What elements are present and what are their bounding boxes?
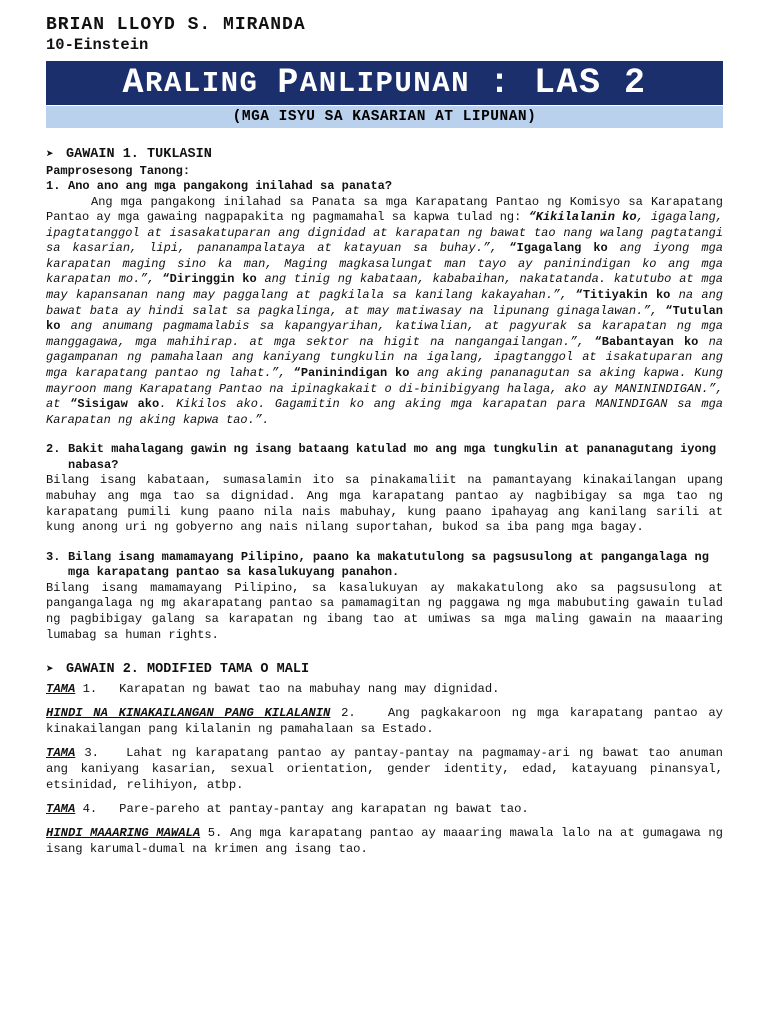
question-3-number: 3.	[46, 549, 61, 564]
tama-mali-statement: Pare-pareho at pantay-pantay ang karapatan ng bawat tao.	[97, 802, 529, 817]
arrow-bullet-icon: ➤	[46, 662, 54, 678]
title-initial-a: A	[122, 63, 146, 103]
answer-1-text: , igagalang, ipagtatanggol at isasakatuparan ang dignidad at karapatan ng bawat tao nang walang pagtatangi sa kasarian, lipi, pananampalataya at katayuan sa buhay.”,	[46, 210, 723, 256]
answer-1-text: ang iyong mga karapatan maging sino ka man, Maging magkasalungat man tayo ay paninindigan ko ang mga karapatan mo.”,	[46, 241, 723, 287]
tama-mali-item-4	[46, 801, 723, 817]
tama-mali-number: 4.	[75, 802, 98, 817]
answer-2: Bilang isang kabataan, sumasalamin ito sa pinakamaliit na pamantayang kinakailangan upang mabuhay ang mga tao sa dignidad. Ang mga karapatang pantao ay nagbibigay sa mga tao ng karapatang pumili kung paano nila nais mabuhay, kung paano ipahayag ang kanilang sarili at kung anong uri ng gobyerno ang nais nilang suportahan, bukod sa iba pang mga bagay.	[46, 473, 723, 535]
tama-mali-statement: Ang mga karapatang pantao ay maaaring mawala lalo na at gumagawa ng isang karumal-dumal na krimen ang isang tao.	[46, 826, 731, 857]
answer-3: Bilang isang mamamayang Pilipino, sa kasalukuyan ay makakatulong ako sa pagsusulong at pangangalaga ng mg akarapatang pantao sa pamamagitan ng paggawa ng mga mabubuting gawain tulad ng pagbibigay galang sa karapatan ng ibang tao at umiwas sa mga maling gawain na maaaring lumabag sa human rights.	[46, 580, 723, 642]
arrow-bullet-icon: ➤	[46, 147, 54, 162]
tama-mali-number: 2.	[330, 706, 356, 721]
title-word-raling: RALING	[145, 66, 259, 100]
tama-mali-statement: Karapatan ng bawat tao na mabuhay nang may dignidad.	[97, 682, 500, 697]
title-suffix: : LAS 2	[488, 63, 647, 103]
tama-mali-number: 1.	[75, 682, 98, 697]
tama-mali-answer: TAMA	[46, 746, 76, 761]
question-1-text: Ano ano ang mga pangakong inilahad sa panata?	[68, 179, 393, 193]
answer-1-text: ang anumang pagmamalabis sa kapangyarihan, katiwalian, at pagyurak sa karapatan ng mga manggagawa, mga mahihirap. at mga sektor na higit na nangangailangan.”,	[46, 319, 723, 349]
title-word-anlipunan: ANLIPUNAN	[299, 66, 471, 100]
question-1	[46, 179, 723, 195]
answer-1-text: na ang bawat bata ay hindi salat sa pagkalinga, at may matiwasay na lipunang ginagalawan.”,	[46, 288, 723, 318]
tama-mali-number: 3.	[75, 746, 99, 761]
pledge-babantayan: “Babantayan ko	[594, 334, 699, 349]
gawain1-heading	[46, 146, 723, 164]
student-section: 10-Einstein	[46, 36, 149, 54]
answer-1-text: ang aking pananagutan sa aking kapwa. Kung mayroon mang Karapatang Pantao na ipinagkakait o di-binibigyang halaga, ako ay MANININDIGAN.”, at	[46, 366, 723, 412]
gawain2-heading-text: GAWAIN 2. MODIFIED TAMA O MALI	[66, 662, 310, 678]
subtitle-banner: (MGA ISYU SA KASARIAN AT LIPUNAN)	[46, 106, 723, 128]
gawain2-heading	[46, 661, 723, 679]
pledge-diringgin: “Diringgin ko	[162, 272, 257, 287]
tama-mali-item-2	[46, 705, 731, 737]
title-initial-p: P	[277, 63, 300, 103]
pledge-igagalang: “Igagalang ko	[509, 241, 608, 256]
question-3-text: Bilang isang mamamayang Pilipino, paano ka makatutulong sa pagsusulong at pangangalaga ng mga karapatang pantao sa kasalukuyang panahon.	[68, 549, 709, 580]
gawain1-heading-text: GAWAIN 1. TUKLASIN	[66, 147, 212, 162]
tama-mali-number: 5.	[200, 826, 223, 841]
title-banner	[46, 61, 723, 105]
answer-1-text: Ang mga pangakong inilahad sa Panata sa mga Karapatang Pantao ng Komisyo sa Karapatang Pantao ay mga gawaing nagpapakita ng pagmamahal sa kapwa tulad ng:	[46, 194, 723, 225]
pledge-kikilalanin: “Kikilalanin ko	[528, 210, 637, 225]
question-3	[46, 550, 723, 581]
tama-mali-statement: Lahat ng karapatang pantao ay pantay-pantay na pagmamay-ari ng bawat tao anuman ang kaniyang kasarian, sexual orientation, gender identity, edad, katayuang pinansyal, etsinidad, relihiyon, atbp.	[46, 746, 731, 793]
tama-mali-answer: TAMA	[46, 802, 76, 817]
student-name: BRIAN LLOYD S. MIRANDA	[46, 15, 306, 35]
tama-mali-answer: HINDI NA KINAKAILANGAN PANG KILALANIN	[46, 706, 331, 721]
tama-mali-statement: Ang pagkakaroon ng mga karapatang pantao ay kinakailangan pang kilalanin ng pamahalaan sa Estado.	[46, 706, 731, 737]
question-2-number: 2.	[46, 442, 61, 457]
tama-mali-item-1	[46, 681, 723, 697]
pledge-sisigaw: “Sisigaw ako	[70, 397, 160, 412]
tama-mali-item-5	[46, 825, 731, 857]
tama-mali-answer: TAMA	[46, 682, 76, 697]
tama-mali-answer: HINDI MAAARING MAWALA	[46, 826, 201, 841]
pledge-paninindigan: “Paninindigan ko	[293, 366, 410, 381]
question-1-number: 1.	[46, 179, 61, 193]
answer-1	[46, 195, 723, 429]
answer-1-text: ang tinig ng kabataan, kababaihan, nakatatanda. katutubo at mga may kapansanan nang may paggalang at pagkilala sa kanilang kakayahan.”,	[46, 272, 724, 303]
pamprosesong-label: Pamprosesong Tanong:	[46, 164, 191, 178]
answer-1-text: . Kikilos ako. Gagamitin ko ang aking mga karapatan para MANINDIGAN sa mga Karapatan ng aking kapwa tao.”.	[46, 397, 723, 427]
answer-1-text: na gagampanan ng pamahalaan ang kaniyang tungkulin na igalang, ipagtanggol at isakatuparan ang mga karapatang pantao ng lahat.”,	[46, 334, 724, 381]
document-page	[46, 14, 731, 857]
pledge-tutulan: “Tutulan ko	[46, 303, 723, 334]
question-2-text: Bakit mahalagang gawin ng isang bataang katulad mo ang mga tungkulin at pananagutang iyong nabasa?	[68, 442, 717, 472]
question-2	[46, 442, 723, 473]
tama-mali-item-3	[46, 745, 731, 793]
pledge-titiyakin: “Titiyakin ko	[575, 288, 671, 303]
